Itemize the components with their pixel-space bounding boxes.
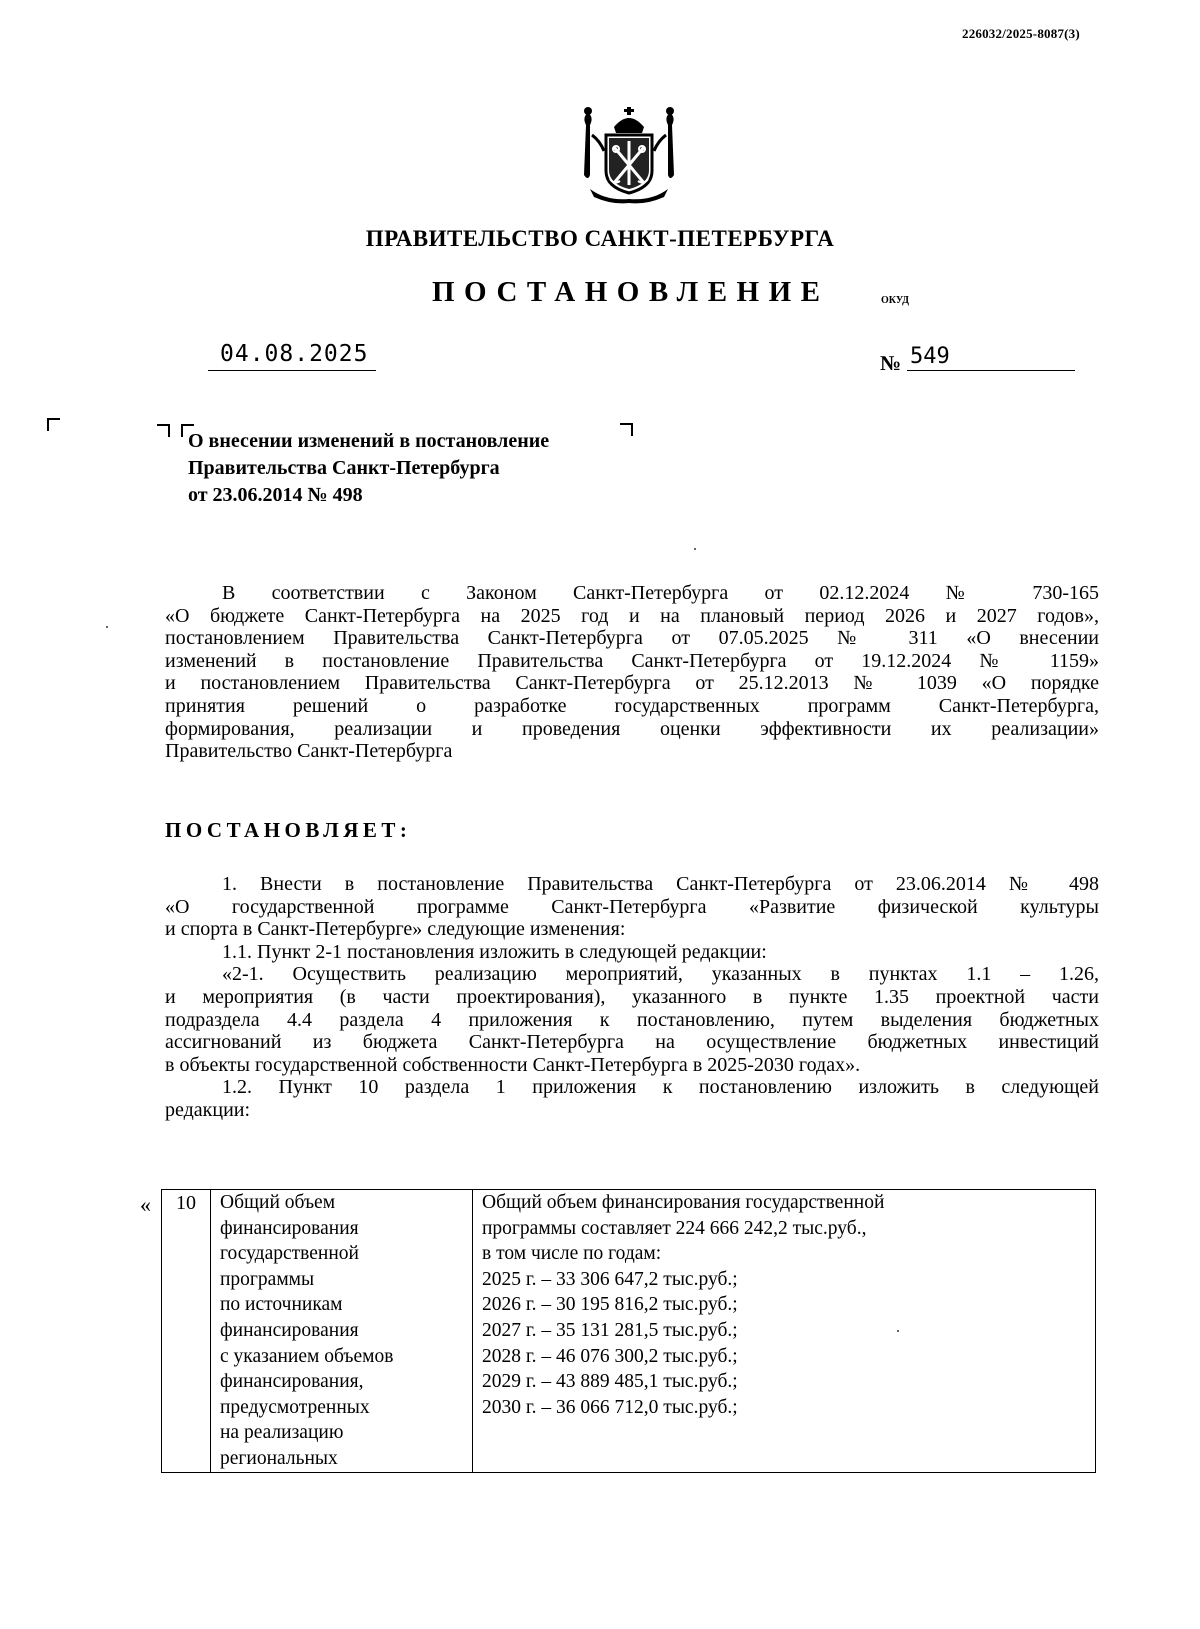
saint-petersburg-coat-of-arms-icon (576, 105, 682, 205)
row-value-line: 2028 г. – 46 076 300,2 тыс.руб.; (482, 1345, 738, 1367)
item-1-2-line: редакции: (165, 1098, 251, 1121)
preamble (165, 582, 1099, 763)
preamble-line: «О бюджете Санкт-Петербурга на 2025 год и на плановый период 2026 и 2027 годов», (165, 604, 1099, 627)
row-name-line: Общий объем (220, 1192, 336, 1213)
preamble-line: и постановлением Правительства Санкт-Петербурга от 25.12.2013 № 1039 «О порядке (165, 672, 1099, 695)
item-2-1-line: «2-1. Осуществить реализацию мероприятий, указанных в пунктах 1.1 – 1.26, (222, 963, 1099, 986)
subject-line: от 23.06.2014 № 498 (188, 484, 363, 506)
okud-label: ОКУД (881, 295, 910, 306)
item-2-1-line: ассигнований из бюджета Санкт-Петербурга на осуществление бюджетных инвестиций (165, 1031, 1099, 1054)
row-name-line: финансирования (220, 1319, 359, 1341)
item-1 (165, 873, 1099, 1122)
corner-mark-right (620, 423, 633, 436)
row-value-line: программы составляет 224 666 242,2 тыс.руб., (482, 1217, 867, 1239)
item-2-1-line: подраздела 4.4 раздела 4 приложения к постановлению, путем выделения бюджетных (165, 1008, 1099, 1031)
item-2-1-line: в объекты государственной собственности Санкт-Петербурга в 2025-2030 годах». (165, 1053, 861, 1076)
open-quote: « (140, 1192, 151, 1217)
item-1-line: и спорта в Санкт-Петербурге» следующие изменения: (165, 918, 626, 941)
row-name-line: государственной (220, 1243, 359, 1265)
preamble-line: В соответствии с Законом Санкт-Петербурга от 02.12.2024 № 730-165 (222, 582, 1099, 604)
document-id: 226032/2025-8087(3) (962, 26, 1080, 41)
item-1-2-line: 1.2. Пункт 10 раздела 1 приложения к постановлению изложить в следующей (222, 1076, 1099, 1099)
row-value-line: 2026 г. – 30 195 816,2 тыс.руб.; (482, 1294, 738, 1316)
preamble-line: формирования, реализации и проведения оценки эффективности их реализации» (165, 717, 1099, 740)
row-name (211, 1190, 473, 1473)
document-type: ПОСТАНОВЛЕНИЕ (432, 276, 830, 308)
row-name-line: предусмотренных (220, 1396, 370, 1418)
row-name-line: финансирования (220, 1217, 359, 1239)
date-underline (208, 370, 376, 371)
row-name-line: по источникам (220, 1294, 343, 1316)
number-label: № (880, 351, 902, 375)
table-row (162, 1190, 1096, 1473)
document-number: 549 (910, 344, 950, 369)
row-value-line: в том числе по годам: (482, 1243, 662, 1265)
decree-word: ПОСТАНОВЛЯЕТ: (165, 818, 412, 842)
preamble-line: изменений в постановление Правительства Санкт-Петербурга от 19.12.2024 № 1159» (165, 649, 1099, 672)
row-value-line: 2027 г. – 35 131 281,5 тыс.руб.; (482, 1319, 738, 1341)
scan-speck (694, 548, 696, 550)
row-number: 10 (162, 1190, 211, 1473)
row-value-line: 2030 г. – 36 066 712,0 тыс.руб.; (482, 1396, 738, 1418)
row-value-line: Общий объем финансирования государственной (482, 1192, 885, 1213)
number-underline (907, 370, 1075, 371)
row-value-line: 2025 г. – 33 306 647,2 тыс.руб.; (482, 1268, 738, 1290)
document-date: 04.08.2025 (220, 341, 369, 367)
row-name-line: программы (220, 1268, 315, 1290)
document-subject (188, 428, 549, 509)
item-1-line: 1. Внести в постановление Правительства Санкт-Петербурга от 23.06.2014 № 498 (222, 873, 1099, 895)
row-value-line: 2029 г. – 43 889 485,1 тыс.руб.; (482, 1371, 738, 1393)
row-name-line: с указанием объемов (220, 1345, 394, 1367)
preamble-line: постановлением Правительства Санкт-Петербурга от 07.05.2025 № 311 «О внесении (165, 627, 1099, 650)
subject-line: О внесении изменений в постановление (188, 430, 550, 452)
row-name-line: на реализацию (220, 1422, 344, 1444)
corner-mark-inner-right (157, 424, 170, 437)
item-1-1: 1.1. Пункт 2-1 постановления изложить в следующей редакции: (222, 940, 767, 963)
coat-of-arms (576, 105, 682, 205)
program-table (161, 1189, 1096, 1473)
scan-speck (897, 1330, 899, 1332)
preamble-line: принятия решений о разработке государственных программ Санкт-Петербурга, (165, 694, 1099, 717)
row-name-line: финансирования, (220, 1371, 364, 1393)
corner-mark-left (47, 418, 60, 431)
row-value (473, 1190, 1096, 1473)
item-2-1-line: и мероприятия (в части проектирования), указанного в пункте 1.35 проектной части (165, 985, 1099, 1008)
preamble-line: Правительство Санкт-Петербурга (165, 740, 453, 763)
row-name-line: региональных (220, 1447, 338, 1469)
subject-line: Правительства Санкт-Петербурга (188, 457, 500, 479)
authority-name: ПРАВИТЕЛЬСТВО САНКТ-ПЕТЕРБУРГА (365, 226, 835, 251)
item-1-line: «О государственной программе Санкт-Петербурга «Развитие физической культуры (165, 895, 1099, 918)
scan-speck (106, 626, 108, 628)
